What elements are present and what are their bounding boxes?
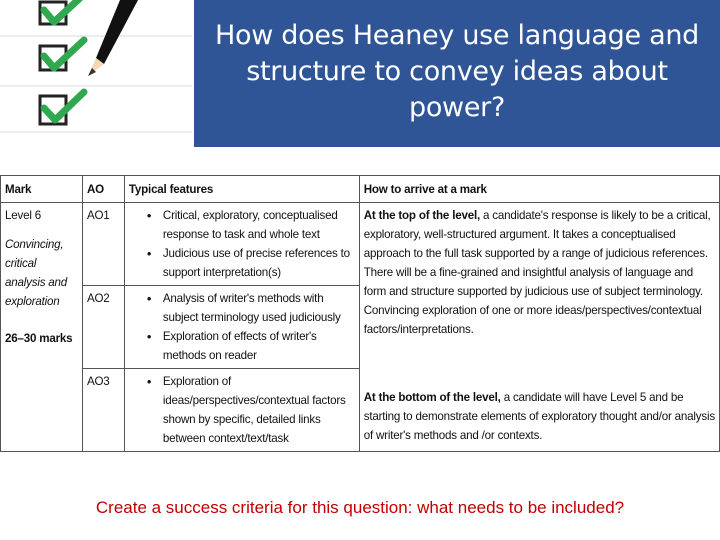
feature-item: • Critical, exploratory, conceptualised response to task and whole text: [129, 206, 355, 244]
pencil-icon: [88, 0, 138, 76]
feature-item: • Exploration of ideas/perspectives/contextual factors shown by specific, detailed links between context/text/task: [129, 372, 355, 448]
ao-cell: AO3: [82, 369, 124, 452]
footer-prompt: Create a success criteria for this question: what needs to be included?: [95, 498, 625, 517]
level-descriptor: Convincing, critical analysis and exploration: [5, 238, 68, 308]
feature-item: • Exploration of effects of writer's methods on reader: [129, 327, 355, 365]
table-row: [1, 203, 720, 286]
ao-cell: AO2: [82, 286, 124, 369]
header-how-to-arrive: How to arrive at a mark: [359, 176, 719, 203]
features-cell: [124, 286, 359, 369]
mark-scheme-table-area: [0, 175, 720, 483]
top-of-level-cell: [359, 203, 719, 369]
features-cell: [124, 369, 359, 452]
checklist-image: [0, 0, 192, 143]
header-ao: AO: [82, 176, 124, 203]
checklist-icon: [0, 0, 192, 143]
mark-scheme-table: [0, 175, 720, 452]
slide-title: How does Heaney use language and structure to convey ideas about power?: [214, 19, 699, 123]
level-marks: 26–30 marks: [5, 332, 73, 345]
bottom-of-level-text: a candidate will have Level 5 and be starting to demonstrate elements of exploratory thought and/or analysis of writer's methods and /or contexts.: [363, 391, 715, 442]
ao-cell: AO1: [82, 203, 124, 286]
table-header-row: [1, 176, 720, 203]
top-of-level-text: a candidate's response is likely to be a critical, exploratory, well-structured argument. It takes a conceptualised approach to the full task supported by a range of judicious references. There will be a fine-grained and insightful analysis of language and form and structure supported by judicious use of subject terminology. Convincing exploration of one or more ideas/perspectives/contextual factors/interpretations.: [363, 209, 711, 336]
header-mark: Mark: [1, 176, 83, 203]
features-cell: [124, 203, 359, 286]
title-banner: [194, 0, 720, 147]
bottom-of-level-cell: [359, 369, 719, 452]
header-typical-features: Typical features: [124, 176, 359, 203]
level-cell: [1, 203, 83, 452]
feature-item: • Judicious use of precise references to support interpretation(s): [129, 244, 355, 282]
level-label: Level 6: [5, 209, 41, 222]
feature-item: • Analysis of writer's methods with subject terminology used judiciously: [129, 289, 355, 327]
bottom-of-level-lead: At the bottom of the level,: [363, 391, 501, 404]
top-of-level-lead: At the top of the level,: [363, 209, 481, 222]
table-row: [1, 369, 720, 452]
